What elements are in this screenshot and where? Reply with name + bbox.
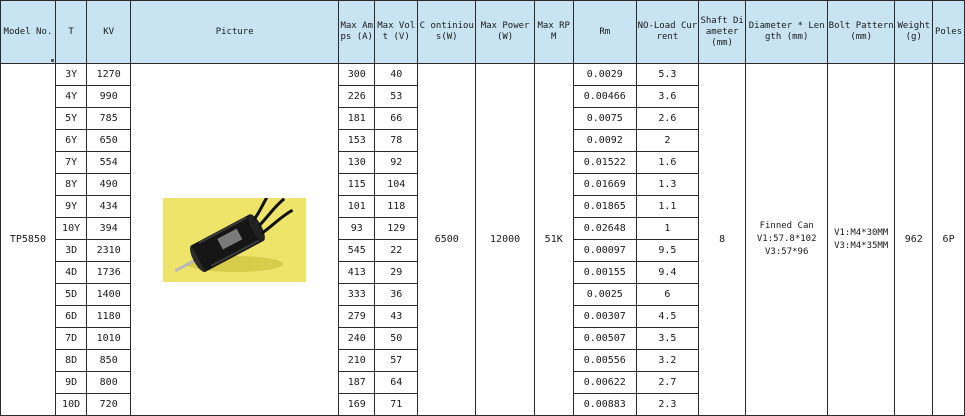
cell-max-volt[interactable]: 66 <box>375 108 418 130</box>
table-row <box>1 64 965 86</box>
diameter-line: V3:57*96 <box>765 247 809 257</box>
cell-rm[interactable]: 0.00307 <box>573 306 637 328</box>
cell-max-volt[interactable]: 57 <box>375 350 418 372</box>
cell-max-amps[interactable]: 210 <box>339 350 375 372</box>
cell-max-amps[interactable]: 279 <box>339 306 375 328</box>
cell-t[interactable]: 7D <box>55 328 86 350</box>
cell-kv[interactable]: 1010 <box>87 328 131 350</box>
cell-kv[interactable]: 1180 <box>87 306 131 328</box>
cell-kv[interactable]: 2310 <box>87 240 131 262</box>
cell-kv[interactable]: 785 <box>87 108 131 130</box>
cell-rm[interactable]: 0.01865 <box>573 196 637 218</box>
cell-no-load[interactable]: 1.6 <box>637 152 699 174</box>
header-max-volt[interactable]: Max Volt (V) <box>375 1 418 64</box>
cell-bolt[interactable] <box>827 64 895 416</box>
header-max-power[interactable]: Max Power (W) <box>476 1 535 64</box>
cell-max-volt[interactable]: 78 <box>375 130 418 152</box>
header-picture[interactable]: Picture <box>131 1 339 64</box>
cell-max-amps[interactable]: 240 <box>339 328 375 350</box>
cell-no-load[interactable]: 3.2 <box>637 350 699 372</box>
cell-t[interactable]: 6D <box>55 306 86 328</box>
cell-max-amps[interactable]: 226 <box>339 86 375 108</box>
bolt-line: V1:M4*30MM <box>834 227 889 238</box>
cell-kv[interactable]: 1736 <box>87 262 131 284</box>
cell-max-amps[interactable]: 169 <box>339 394 375 416</box>
header-poles[interactable]: Poles <box>933 1 965 64</box>
cell-kv[interactable]: 1400 <box>87 284 131 306</box>
cell-max-volt[interactable]: 129 <box>375 218 418 240</box>
header-model[interactable] <box>1 1 56 64</box>
cell-rm[interactable]: 0.0075 <box>573 108 637 130</box>
cell-kv[interactable]: 850 <box>87 350 131 372</box>
cell-max-amps[interactable]: 130 <box>339 152 375 174</box>
header-max-rpm[interactable]: Max RPM <box>534 1 573 64</box>
cell-no-load[interactable]: 1 <box>637 218 699 240</box>
cell-weight[interactable]: 962 <box>895 64 933 416</box>
cell-max-volt[interactable]: 40 <box>375 64 418 86</box>
cell-no-load[interactable]: 3.6 <box>637 86 699 108</box>
header-shaft[interactable]: Shaft Diameter (mm) <box>698 1 746 64</box>
cell-t[interactable]: 4Y <box>55 86 86 108</box>
header-bolt[interactable]: Bolt Pattern(mm) <box>827 1 895 64</box>
cell-rm[interactable]: 0.0092 <box>573 130 637 152</box>
cell-t[interactable]: 5Y <box>55 108 86 130</box>
cell-rm[interactable]: 0.00097 <box>573 240 637 262</box>
cell-kv[interactable]: 394 <box>87 218 131 240</box>
motor-photo <box>163 198 306 282</box>
cell-max-volt[interactable]: 29 <box>375 262 418 284</box>
cell-max-volt[interactable]: 104 <box>375 174 418 196</box>
cell-max-volt[interactable]: 43 <box>375 306 418 328</box>
cell-rm[interactable]: 0.00466 <box>573 86 637 108</box>
cell-max-amps[interactable]: 101 <box>339 196 375 218</box>
bolt-line: V3:M4*35MM <box>834 240 889 251</box>
cell-max-volt[interactable]: 22 <box>375 240 418 262</box>
cell-no-load[interactable]: 2.6 <box>637 108 699 130</box>
cell-no-load[interactable]: 2.7 <box>637 372 699 394</box>
cell-no-load[interactable]: 1.1 <box>637 196 699 218</box>
cell-model[interactable]: TP5850 <box>1 64 56 416</box>
cell-t[interactable]: 9Y <box>55 196 86 218</box>
cell-max-amps[interactable]: 181 <box>339 108 375 130</box>
header-t[interactable]: T <box>55 1 86 64</box>
cell-t[interactable]: 3Y <box>55 64 86 86</box>
cell-kv[interactable]: 1270 <box>87 64 131 86</box>
header-kv[interactable]: KV <box>87 1 131 64</box>
cell-t[interactable]: 3D <box>55 240 86 262</box>
cell-max-volt[interactable]: 118 <box>375 196 418 218</box>
header-no-load[interactable]: NO-Load Current <box>637 1 699 64</box>
cell-max-amps[interactable]: 115 <box>339 174 375 196</box>
cell-max-volt[interactable]: 64 <box>375 372 418 394</box>
header-row <box>1 1 965 64</box>
cell-max-rpm[interactable]: 51K <box>534 64 573 416</box>
header-model-label: Model No. <box>3 26 53 37</box>
cell-shaft[interactable]: 8 <box>698 64 746 416</box>
cell-t[interactable]: 8D <box>55 350 86 372</box>
cell-t[interactable]: 5D <box>55 284 86 306</box>
cell-rm[interactable]: 0.01522 <box>573 152 637 174</box>
header-diameter[interactable]: Diameter * Length (mm) <box>746 1 827 64</box>
cell-rm[interactable]: 0.00622 <box>573 372 637 394</box>
diameter-line: Finned Can <box>759 221 814 231</box>
cell-max-power[interactable]: 12000 <box>476 64 535 416</box>
cell-continuous[interactable]: 6500 <box>418 64 476 416</box>
motor-icon <box>163 198 306 282</box>
cell-kv[interactable]: 554 <box>87 152 131 174</box>
cell-kv[interactable]: 434 <box>87 196 131 218</box>
cell-diameter[interactable] <box>746 64 827 416</box>
cell-kv[interactable]: 800 <box>87 372 131 394</box>
cell-max-amps[interactable]: 187 <box>339 372 375 394</box>
cell-no-load[interactable]: 3.5 <box>637 328 699 350</box>
cell-rm[interactable]: 0.00507 <box>573 328 637 350</box>
cell-rm[interactable]: 0.02648 <box>573 218 637 240</box>
cell-no-load[interactable]: 5.3 <box>637 64 699 86</box>
header-max-amps[interactable]: Max Amps (A) <box>339 1 375 64</box>
cell-no-load[interactable]: 2 <box>637 130 699 152</box>
cell-max-amps[interactable]: 93 <box>339 218 375 240</box>
cell-t[interactable]: 10D <box>55 394 86 416</box>
cell-t[interactable]: 8Y <box>55 174 86 196</box>
cell-selection-handle[interactable] <box>51 59 54 62</box>
cell-no-load[interactable]: 9.5 <box>637 240 699 262</box>
cell-rm[interactable]: 0.00883 <box>573 394 637 416</box>
cell-t[interactable]: 10Y <box>55 218 86 240</box>
cell-rm[interactable]: 0.01669 <box>573 174 637 196</box>
cell-rm[interactable]: 0.00556 <box>573 350 637 372</box>
cell-kv[interactable]: 720 <box>87 394 131 416</box>
cell-max-amps[interactable]: 413 <box>339 262 375 284</box>
cell-no-load[interactable]: 6 <box>637 284 699 306</box>
cell-max-volt[interactable]: 71 <box>375 394 418 416</box>
cell-poles[interactable]: 6P <box>933 64 965 416</box>
cell-kv[interactable]: 990 <box>87 86 131 108</box>
cell-max-amps[interactable]: 300 <box>339 64 375 86</box>
cell-kv[interactable]: 650 <box>87 130 131 152</box>
cell-rm[interactable]: 0.00155 <box>573 262 637 284</box>
cell-max-volt[interactable]: 53 <box>375 86 418 108</box>
cell-max-volt[interactable]: 92 <box>375 152 418 174</box>
cell-t[interactable]: 7Y <box>55 152 86 174</box>
header-continuous[interactable]: C ontinious(W) <box>418 1 476 64</box>
header-rm[interactable]: Rm <box>573 1 637 64</box>
cell-max-volt[interactable]: 50 <box>375 328 418 350</box>
cell-rm[interactable]: 0.0029 <box>573 64 637 86</box>
cell-max-volt[interactable]: 36 <box>375 284 418 306</box>
cell-no-load[interactable]: 1.3 <box>637 174 699 196</box>
cell-max-amps[interactable]: 545 <box>339 240 375 262</box>
header-weight[interactable]: Weight (g) <box>895 1 933 64</box>
cell-t[interactable]: 9D <box>55 372 86 394</box>
cell-max-amps[interactable]: 333 <box>339 284 375 306</box>
cell-t[interactable]: 6Y <box>55 130 86 152</box>
cell-no-load[interactable]: 2.3 <box>637 394 699 416</box>
cell-no-load[interactable]: 9.4 <box>637 262 699 284</box>
cell-max-amps[interactable]: 153 <box>339 130 375 152</box>
cell-t[interactable]: 4D <box>55 262 86 284</box>
cell-rm[interactable]: 0.0025 <box>573 284 637 306</box>
cell-kv[interactable]: 490 <box>87 174 131 196</box>
cell-no-load[interactable]: 4.5 <box>637 306 699 328</box>
diameter-line: V1:57.8*102 <box>756 234 817 244</box>
cell-picture[interactable] <box>131 64 339 416</box>
